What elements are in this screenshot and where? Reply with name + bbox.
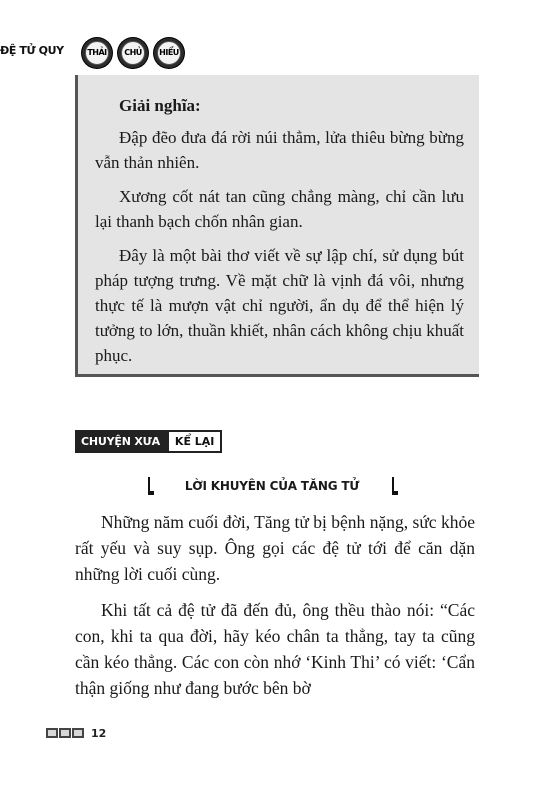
book-title: ĐỆ TỬ QUY xyxy=(0,44,64,57)
story-tag-right: KỂ LẠI xyxy=(169,430,222,453)
explanation-paragraph: Đây là một bài thơ viết về sự lập chí, sử dụng bút pháp tượng trưng. Về mặt chữ là vịnh đá vôi, nhưng thực tế là mượn vật chỉ người, ẩn dụ để thể hiện lý tưởng to lớn, thuần khiết, nhân cách không chịu khuất phục. xyxy=(95,246,464,365)
story-section-tag xyxy=(75,430,222,453)
header-badge-3 xyxy=(154,38,184,68)
explanation-title: Giải nghĩa: xyxy=(119,96,201,115)
explanation-paragraph: Đập đẽo đưa đá rời núi thẳm, lửa thiêu bừng bừng vẫn thản nhiên. xyxy=(95,128,464,172)
page-footer xyxy=(46,724,106,742)
header-badge-3-label: HIỂU xyxy=(157,41,181,65)
header-badge-2 xyxy=(118,38,148,68)
footer-decoration-icon xyxy=(46,728,86,738)
header-badge-1-label: THẢI xyxy=(85,41,109,65)
page-number: 12 xyxy=(91,726,107,740)
explanation-paragraph: Xương cốt nát tan cũng chẳng màng, chỉ cần lưu lại thanh bạch chốn nhân gian. xyxy=(95,187,464,231)
story-tag-left: CHUYỆN XƯA xyxy=(75,430,166,453)
bracket-right-icon xyxy=(392,477,396,495)
bracket-left-icon xyxy=(148,477,152,495)
story-heading-text: LỜI KHUYÊN CỦA TĂNG TỬ xyxy=(184,479,360,493)
page-header xyxy=(0,33,220,73)
story-body xyxy=(75,509,475,711)
story-paragraph: Những năm cuối đời, Tăng tử bị bệnh nặng, sức khỏe rất yếu và suy sụp. Ông gọi các đệ tử tới để căn dặn những lời cuối cùng. xyxy=(75,512,475,584)
explanation-box xyxy=(75,75,479,377)
header-badge-2-label: CHỦ xyxy=(121,41,145,65)
story-heading xyxy=(148,474,396,498)
story-paragraph: Khi tất cả đệ tử đã đến đủ, ông thều thào nói: “Các con, khi ta qua đời, hãy kéo chân ta thẳng, tay ta cũng cần kéo thẳng. Các con còn nhớ ‘Kinh Thi’ có viết: ‘Cẩn thận giống như đang bước bên bờ xyxy=(75,600,475,698)
header-badge-1 xyxy=(82,38,112,68)
